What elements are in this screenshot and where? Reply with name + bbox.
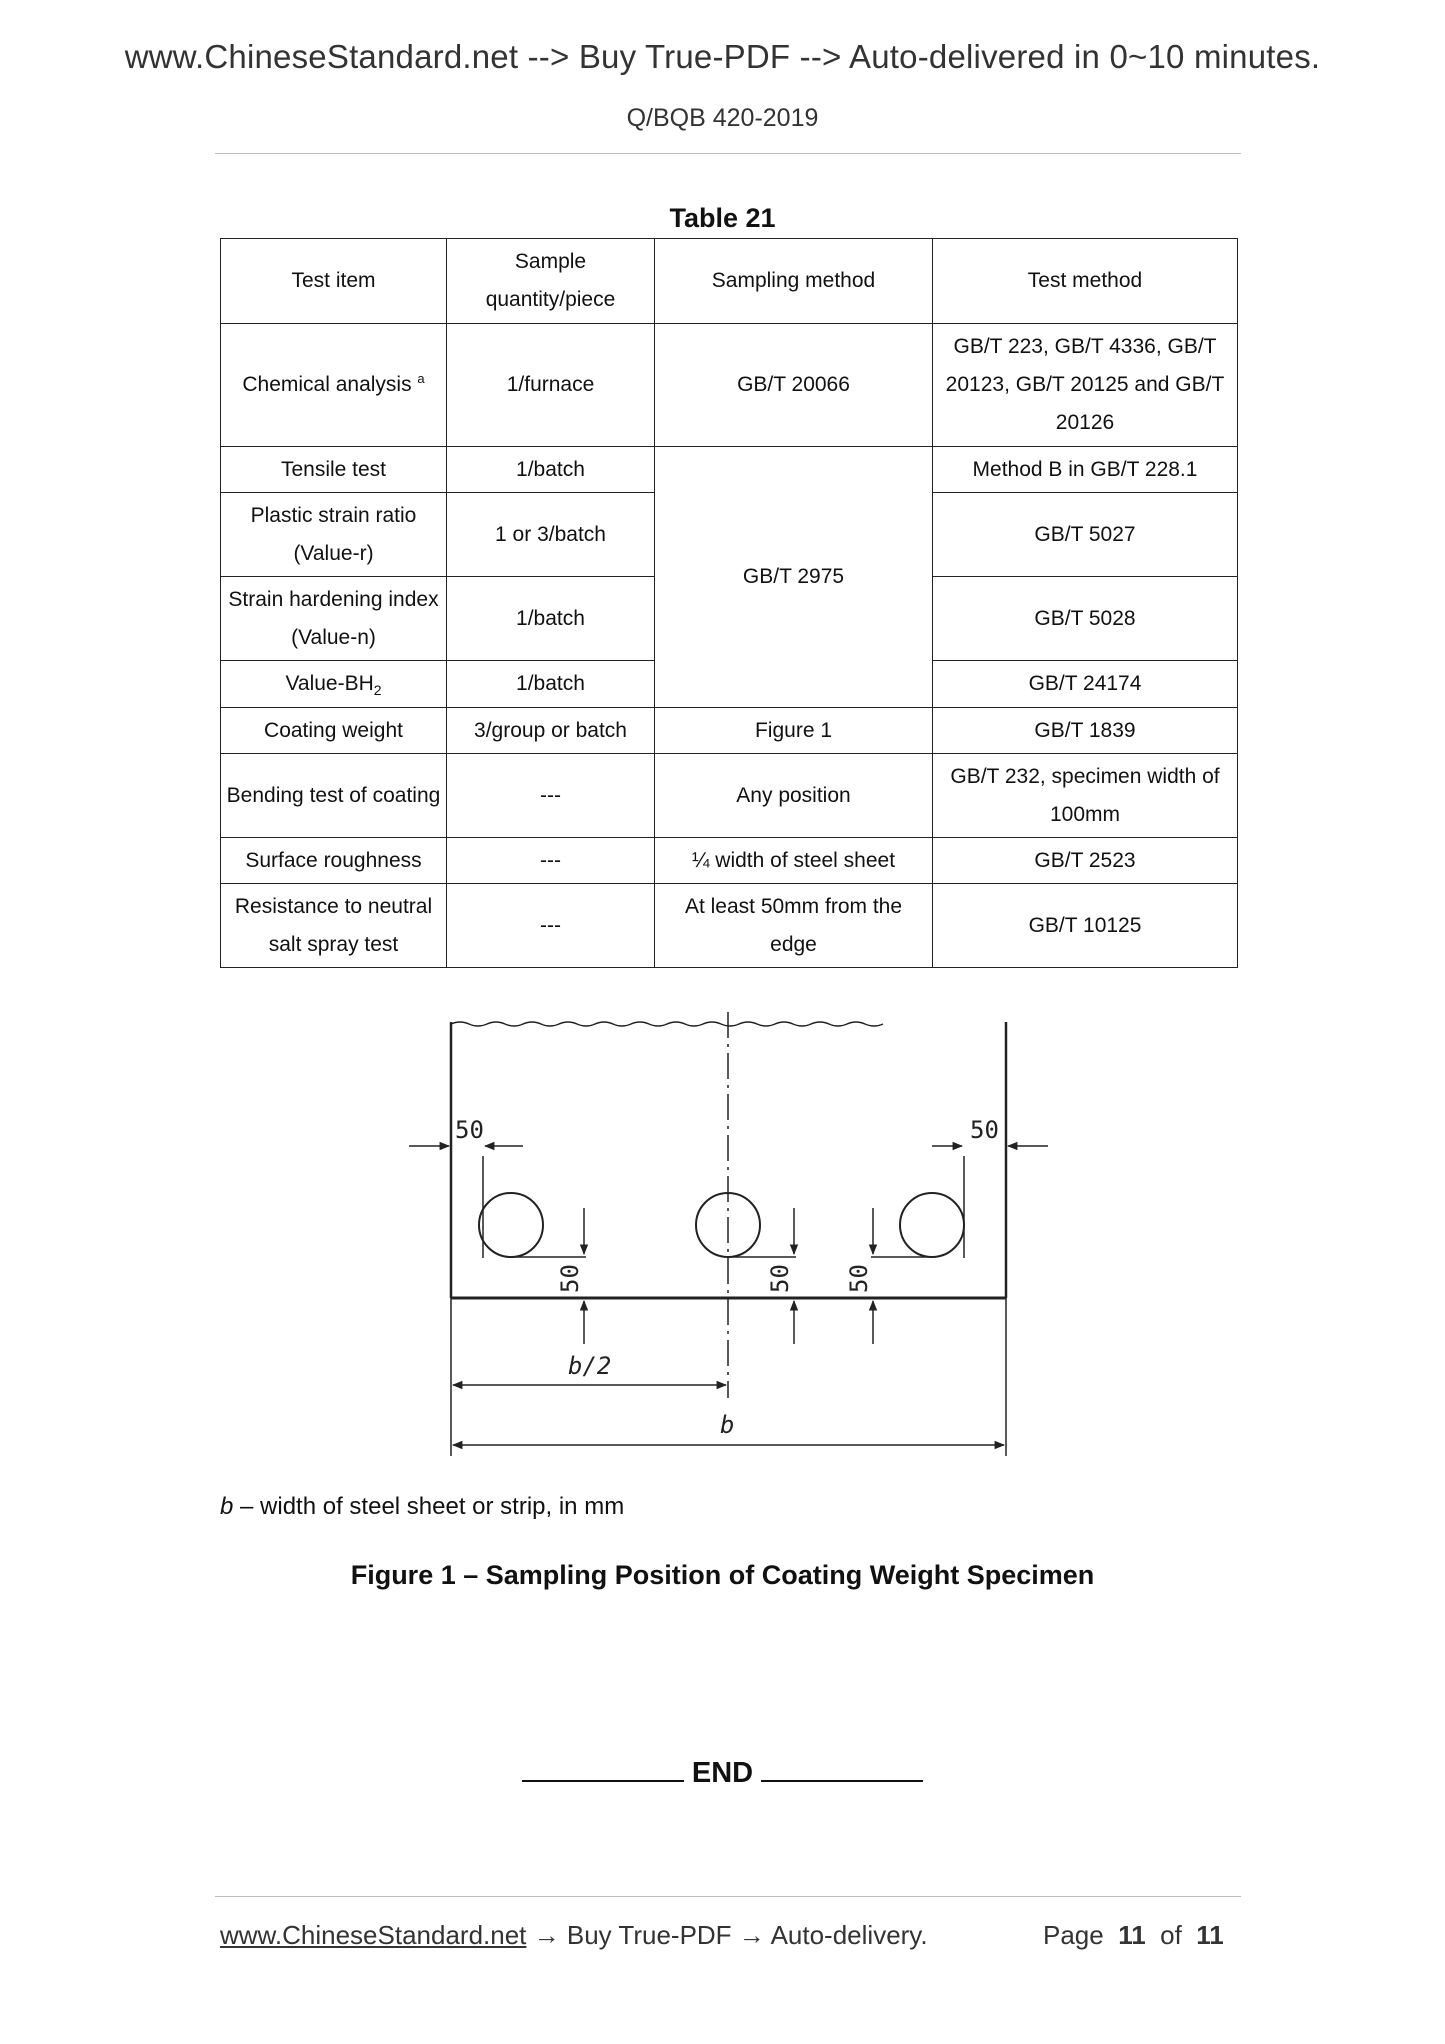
specimen-right [900,1193,964,1257]
footnote-marker: a [417,371,425,386]
table-title: Table 21 [669,203,776,233]
figure-legend [220,1493,624,1521]
end-marker [0,1757,1445,1790]
test-item-cell: Plastic strain ratio (Value-r) [221,493,447,577]
break-line [451,1022,883,1026]
test-item-cell: Resistance to neutral salt spray test [221,884,447,968]
table-row [221,838,1238,884]
method-cell: Method B in GB/T 228.1 [933,447,1238,493]
sampling-table [220,238,1238,968]
quantity-cell: 1/batch [447,447,655,493]
top-banner: www.ChineseStandard.net --> Buy True-PDF --> Auto-delivered in 0~10 minutes. [124,38,1321,75]
footer-tail: → Buy True-PDF → Auto-delivery. [526,1920,928,1950]
table-row [221,447,1238,493]
table-row [221,708,1238,754]
dim-left-50: 50 [455,1116,484,1144]
test-item-cell [221,324,447,447]
page-word: Page [1043,1920,1104,1950]
header-cell: Test item [221,239,447,324]
test-item-cell: Surface roughness [221,838,447,884]
sampling-cell: ¼ width of steel sheet [655,838,933,884]
coating-weight-sampling-figure [400,1008,1060,1468]
sampling-cell: Figure 1 [655,708,933,754]
footer-link-line [220,1920,928,1951]
method-cell: GB/T 24174 [933,661,1238,708]
method-cell: GB/T 10125 [933,884,1238,968]
quantity-cell: --- [447,754,655,838]
sampling-cell-merged: GB/T 2975 [655,447,933,708]
sampling-cell: GB/T 20066 [655,324,933,447]
method-cell: GB/T 5027 [933,493,1238,577]
dim-vertical-50-right: 50 [845,1264,873,1293]
dim-vertical-50-center: 50 [766,1264,794,1293]
document-code: Q/BQB 420-2019 [626,104,819,132]
width-label: b [720,1411,735,1439]
page-current: 11 [1118,1920,1146,1950]
sampling-cell: At least 50mm from the edge [655,884,933,968]
header-cell: Sampling method [655,239,933,324]
half-width-label: b/2 [568,1352,612,1380]
header-divider [215,153,1241,154]
end-text: END [691,1757,754,1789]
test-item-cell [221,661,447,708]
quantity-cell: --- [447,884,655,968]
sampling-cell: Any position [655,754,933,838]
test-item-text: Value-BH [285,672,374,695]
table-header-row [221,239,1238,324]
test-item-cell: Coating weight [221,708,447,754]
quantity-cell: 3/group or batch [447,708,655,754]
subscript: 2 [373,682,382,699]
method-cell: GB/T 223, GB/T 4336, GB/T 20123, GB/T 20125 and GB/T 20126 [933,324,1238,447]
table-row [221,754,1238,838]
figure-caption: Figure 1 – Sampling Position of Coating Weight Specimen [350,1560,1095,1590]
test-item-cell: Tensile test [221,447,447,493]
quantity-cell: 1/batch [447,661,655,708]
dim-right-50: 50 [970,1116,999,1144]
table-row [221,324,1238,447]
test-item-cell: Bending test of coating [221,754,447,838]
test-item-text: Chemical analysis [242,373,412,396]
page-total: 11 [1196,1920,1224,1950]
footer-link[interactable]: www.ChineseStandard.net [220,1920,527,1950]
dim-vertical-50-left: 50 [556,1264,584,1293]
specimen-left [479,1193,543,1257]
footer-divider [215,1896,1241,1897]
method-cell: GB/T 2523 [933,838,1238,884]
method-cell: GB/T 1839 [933,708,1238,754]
test-item-cell: Strain hardening index (Value-n) [221,577,447,661]
quantity-cell: --- [447,838,655,884]
legend-text: – width of steel sheet or strip, in mm [233,1493,625,1520]
of-word: of [1160,1920,1182,1950]
header-cell: Test method [933,239,1238,324]
quantity-cell: 1/batch [447,577,655,661]
page-number [1043,1920,1224,1951]
quantity-cell: 1/furnace [447,324,655,447]
header-cell: Sample quantity/piece [447,239,655,324]
method-cell: GB/T 232, specimen width of 100mm [933,754,1238,838]
method-cell: GB/T 5028 [933,577,1238,661]
legend-variable: b [220,1493,234,1520]
quantity-cell: 1 or 3/batch [447,493,655,577]
table-row [221,884,1238,968]
